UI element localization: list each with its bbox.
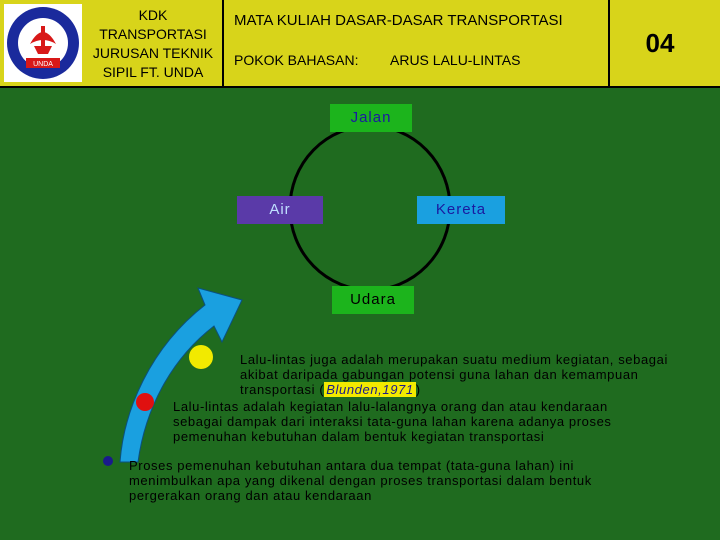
- topic-label: POKOK BAHASAN:: [234, 52, 359, 68]
- institution-name: KDK TRANSPORTASI JURUSAN TEKNIK SIPIL FT. UNDA: [92, 7, 214, 80]
- topic-value: ARUS LALU-LINTAS: [390, 52, 521, 68]
- svg-text:UNDA: UNDA: [33, 61, 53, 68]
- bullet-blue-icon: [103, 456, 113, 466]
- node-udara: Udara: [332, 286, 414, 314]
- node-jalan: Jalan: [330, 104, 412, 132]
- slide-number: 04: [645, 28, 675, 58]
- node-kereta: Kereta: [417, 196, 505, 224]
- definition-medium: Lalu-lintas juga adalah merupakan suatu medium kegiatan, sebagai akibat daripada gabungan potensi guna lahan dan kemampuan transportasi ( Blunden,1971 ): [240, 352, 668, 397]
- node-air: Air: [237, 196, 323, 224]
- definition-process: Proses pemenuhan kebutuhan antara dua tempat (tata-guna lahan) ini menimbulkan apa yang dikenal dengan proses transportasi dalam bentuk pergerakan orang dan atau kendaraan: [129, 458, 592, 503]
- citation: Blunden,1971: [326, 382, 414, 397]
- course-title: MATA KULIAH DASAR-DASAR TRANSPORTASI: [234, 12, 563, 29]
- bullet-red-icon: [136, 393, 154, 411]
- bullet-yellow-icon: [189, 345, 213, 369]
- definition-activity: Lalu-lintas adalah kegiatan lalu-lalangnya orang dan atau kendaraan sebagai dampak dari interaksi tata-guna lahan karena adanya proses pemenuhan kebutuhan dalam bentuk kegiatan transportasi: [173, 399, 612, 444]
